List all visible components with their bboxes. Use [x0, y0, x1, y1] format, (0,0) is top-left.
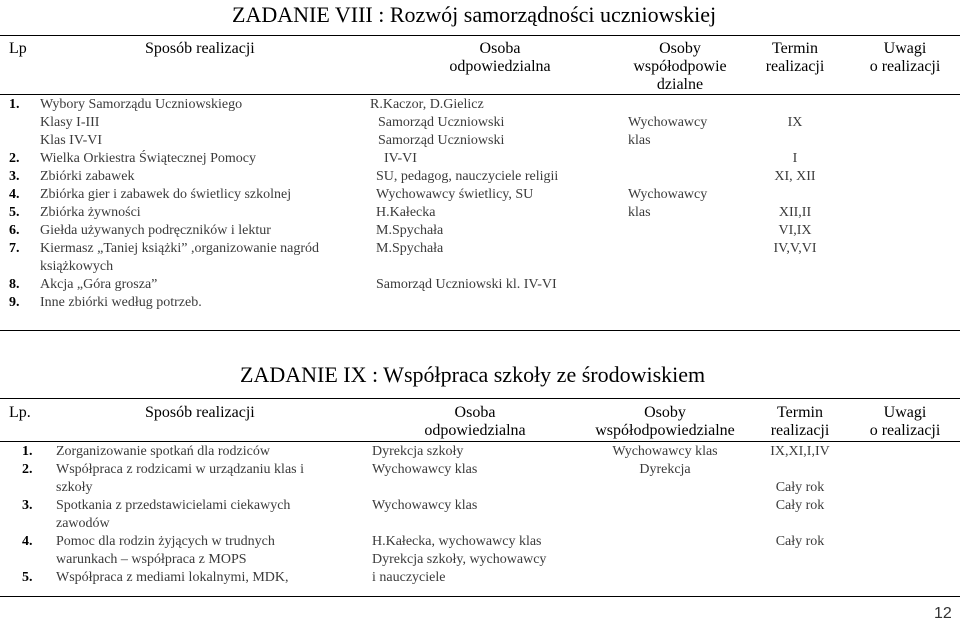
sposob-text: szkoły [56, 480, 93, 495]
osoba-text: i nauczyciele [372, 570, 446, 585]
termin-text: Cały rok [775, 480, 825, 495]
sposob-text: Zbiórka gier i zabawek do świetlicy szkolnej [40, 187, 292, 202]
row-number: 8. [9, 277, 20, 292]
sposob-text: Giełda używanych podręczników i lektur [40, 223, 271, 238]
sposob-text: książkowych [40, 259, 114, 274]
sposob-text: zawodów [56, 516, 110, 531]
col-osoby-header-3: dzialne [656, 76, 704, 93]
osoby-text: klas [628, 205, 651, 220]
sposob-text: Zbiórki zabawek [40, 169, 135, 184]
osoby-text: klas [628, 133, 651, 148]
osoba-text: SU, pedagog, nauczyciele religii [376, 169, 559, 184]
row-number: 3. [9, 169, 20, 184]
osoby-text: Wychowawcy klas [612, 444, 718, 459]
row-number: 3. [22, 498, 33, 513]
termin-text: XI, XII [774, 169, 816, 184]
footer-divider [0, 596, 960, 597]
col-osoby-header: Osoby [659, 40, 701, 57]
osoba-text: Wychowawcy klas [372, 462, 478, 477]
row-number: 6. [9, 223, 20, 238]
osoba-text: IV-VI [384, 151, 417, 166]
col-sposob-header: Sposób realizacji [145, 404, 255, 421]
table8-top-border [0, 35, 960, 36]
col-termin-header-2: realizacji [765, 58, 825, 75]
sposob-text: Współpraca z mediami lokalnymi, MDK, [56, 570, 289, 585]
col-lp-header: Lp. [9, 404, 31, 421]
termin-text: IX,XI,I,IV [770, 444, 830, 459]
row-number: 4. [9, 187, 20, 202]
sposob-text: Kiermasz „Taniej książki” ,organizowanie nagród [40, 241, 320, 256]
sposob-text: Klas IV-VI [40, 133, 103, 148]
osoba-text: Dyrekcja szkoły [372, 444, 464, 459]
sposob-text: Pomoc dla rodzin żyjących w trudnych [56, 534, 275, 549]
osoba-text: M.Spychała [376, 223, 444, 238]
col-uwagi-header-2: o realizacji [869, 58, 941, 75]
col-sposob-header: Sposób realizacji [145, 40, 255, 57]
row-number: 5. [22, 570, 33, 585]
sposob-text: Spotkania z przedstawicielami ciekawych [56, 498, 291, 513]
col-osoby-header-2: współodpowiedzialne [595, 422, 735, 439]
osoba-text: Samorząd Uczniowski kl. IV-VI [376, 277, 557, 292]
osoby-text: Wychowawcy [628, 115, 708, 130]
col-uwagi-header-2: o realizacji [869, 422, 941, 439]
termin-text: IX [787, 115, 803, 130]
col-uwagi-header: Uwagi [883, 404, 927, 421]
col-uwagi-header: Uwagi [883, 40, 927, 57]
sposob-text: Wielka Orkiestra Świątecznej Pomocy [40, 151, 256, 166]
osoba-text: H.Kałecka [376, 205, 436, 220]
sposob-text: Wybory Samorządu Uczniowskiego [40, 97, 243, 112]
sposob-text: Akcja „Góra grosza” [40, 277, 158, 292]
osoba-text: Wychowawcy klas [372, 498, 478, 513]
page-number: 12 [934, 605, 952, 622]
sposob-text: Inne zbiórki według potrzeb. [40, 295, 202, 310]
osoba-text: R.Kaczor, D.Gielicz [370, 97, 484, 112]
col-termin-header: Termin [777, 404, 823, 421]
col-osoby-header-2: współodpowie [633, 58, 727, 75]
col-osoba-header-2: odpowiedzialna [424, 422, 526, 439]
osoba-text: H.Kałecka, wychowawcy klas [372, 534, 542, 549]
sposob-text: Współpraca z rodzicami w urządzaniu klas i [56, 462, 305, 477]
osoba-text: Samorząd Uczniowski [378, 133, 505, 148]
row-number: 1. [22, 444, 33, 459]
osoby-text: Wychowawcy [628, 187, 708, 202]
section9-title: ZADANIE IX : Współpraca szkoły ze środowiskiem [240, 362, 706, 387]
osoba-text: M.Spychała [376, 241, 444, 256]
col-osoba-header: Osoba [479, 40, 521, 57]
row-number: 2. [9, 151, 20, 166]
sposob-text: warunkach – współpraca z MOPS [56, 552, 247, 567]
row-number: 5. [9, 205, 20, 220]
col-termin-header: Termin [772, 40, 818, 57]
row-number: 4. [22, 534, 33, 549]
section8-title: ZADANIE VIII : Rozwój samorządności uczniowskiej [232, 2, 717, 27]
osoby-text: Dyrekcja [639, 462, 691, 477]
col-lp-header: Lp [9, 40, 27, 57]
table9-top-border [0, 398, 960, 399]
termin-text: I [792, 151, 798, 166]
sposob-text: Klasy I-III [40, 115, 100, 130]
col-osoby-header: Osoby [644, 404, 686, 421]
termin-text: IV,V,VI [773, 241, 817, 256]
table8-header-border [0, 94, 960, 95]
sposob-text: Zbiórka żywności [40, 205, 141, 220]
col-termin-header-2: realizacji [770, 422, 830, 439]
table8-bottom-border [0, 330, 960, 331]
col-osoba-header: Osoba [454, 404, 496, 421]
sposob-text: Zorganizowanie spotkań dla rodziców [56, 444, 270, 459]
termin-text: XII,II [778, 205, 812, 220]
row-number: 7. [9, 241, 20, 256]
osoba-text: Dyrekcja szkoły, wychowawcy [372, 552, 547, 567]
termin-text: VI,IX [778, 223, 812, 238]
termin-text: Cały rok [775, 498, 825, 513]
osoba-text: Wychowawcy świetlicy, SU [376, 187, 534, 202]
row-number: 1. [9, 97, 20, 112]
col-osoba-header-2: odpowiedzialna [449, 58, 551, 75]
osoba-text: Samorząd Uczniowski [378, 115, 505, 130]
table9-header-border [0, 441, 960, 442]
termin-text: Cały rok [775, 534, 825, 549]
row-number: 2. [22, 462, 33, 477]
row-number: 9. [9, 295, 20, 310]
